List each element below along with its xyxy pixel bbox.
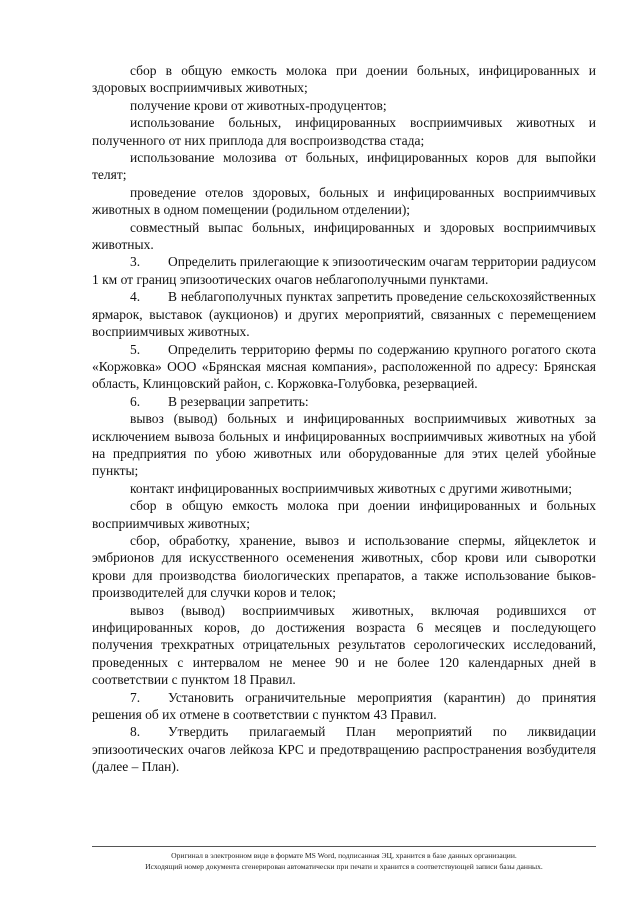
paragraph-milk-collection: сбор в общую емкость молока при доении больных, инфицированных и здоровых восприимчивых животных; bbox=[92, 63, 596, 96]
paragraph-blood-collection: получение крови от животных-продуцентов; bbox=[130, 97, 387, 113]
item-number: 3. bbox=[130, 254, 141, 270]
reservation-item-semen: сбор, обработку, хранение, вывоз и использование спермы, яйцеклеток и эмбрионов для искусственного осеменения животных, сбор крови или сыворотки крови для производства биологических препаратов, а также использование быков-производителей для случки коров и телок; bbox=[92, 532, 596, 601]
paragraph-breeding-use: использование больных, инфицированных восприимчивых животных и полученного от них приплода для воспроизводства стада; bbox=[92, 115, 596, 148]
item-number: 8. bbox=[130, 724, 141, 740]
item-number: 5. bbox=[130, 341, 141, 357]
footer bbox=[70, 851, 618, 872]
numbered-item-4 bbox=[92, 288, 596, 340]
item-number: 4. bbox=[130, 289, 141, 305]
item-number: 6. bbox=[130, 393, 141, 409]
reservation-item-young-stock: вывоз (вывод) восприимчивых животных, включая родившихся от инфицированных коров, до достижения возраста 6 месяцев и последующего получения трехкратных отрицательных результатов серологических исследований, проведенных с интервалом не менее 90 и не более 120 календарных дней в соответствии с пунктом 18 Правил. bbox=[92, 602, 596, 688]
document-body bbox=[92, 62, 596, 776]
numbered-item-5 bbox=[92, 341, 596, 393]
item-text: Утвердить прилагаемый План мероприятий по ликвидации эпизоотических очагов лейкоза КРС и предотвращению распространения возбудителя (далее – План). bbox=[92, 724, 596, 775]
reservation-item-export: вывоз (вывод) больных и инфицированных восприимчивых животных за исключением вывоза больных и инфицированных восприимчивых животных на убой на предприятия по убою животных или оборудованные для этих целей убойные пункты; bbox=[92, 411, 596, 479]
item-text: Определить территорию фермы по содержанию крупного рогатого скота «Коржовка» ООО «Брянская мясная компания», расположенной по адресу: Брянская область, Клинцовский район, с. Коржовка-Голубовка, резервацией. bbox=[92, 341, 596, 392]
item-text: Установить ограничительные мероприятия (карантин) до принятия решения об их отмене в соответствии с пунктом 43 Правил. bbox=[92, 689, 596, 723]
item-number: 7. bbox=[130, 689, 141, 705]
item-text: В неблагополучных пунктах запретить проведение сельскохозяйственных ярмарок, выставок (аукционов) и других мероприятий, связанных с перемещением восприимчивых животных. bbox=[92, 289, 596, 340]
numbered-item-3 bbox=[92, 253, 596, 288]
footer-line-original: Оригинал в электронном виде в формате MS Word, подписанная ЭЦ, хранится в базе данных организации. bbox=[171, 851, 517, 860]
reservation-item-contact: контакт инфицированных восприимчивых животных с другими животными; bbox=[130, 480, 572, 496]
paragraph-calving: проведение отелов здоровых, больных и инфицированных восприимчивых животных в одном помещении (родильном отделении); bbox=[92, 184, 596, 218]
paragraph-joint-grazing: совместный выпас больных, инфицированных и здоровых восприимчивых животных. bbox=[92, 219, 596, 253]
item-text: Определить прилегающие к эпизоотическим очагам территории радиусом 1 км от границ эпизоотических очагов неблагополучными пунктами. bbox=[92, 254, 596, 287]
item-text: В резервации запретить: bbox=[168, 393, 309, 409]
numbered-item-8 bbox=[92, 723, 596, 775]
numbered-item-6 bbox=[92, 393, 596, 410]
footer-line-number: Исходящий номер документа сгенерирован автоматически при печати и хранится в соответствующей записи базы данных. bbox=[145, 861, 543, 871]
paragraph-colostrum-use: использование молозива от больных, инфицированных коров для выпойки телят; bbox=[92, 150, 596, 183]
footer-divider bbox=[92, 846, 596, 847]
reservation-item-milk: сбор в общую емкость молока при доении инфицированных и больных восприимчивых животных; bbox=[92, 498, 596, 531]
numbered-item-7 bbox=[92, 689, 596, 724]
